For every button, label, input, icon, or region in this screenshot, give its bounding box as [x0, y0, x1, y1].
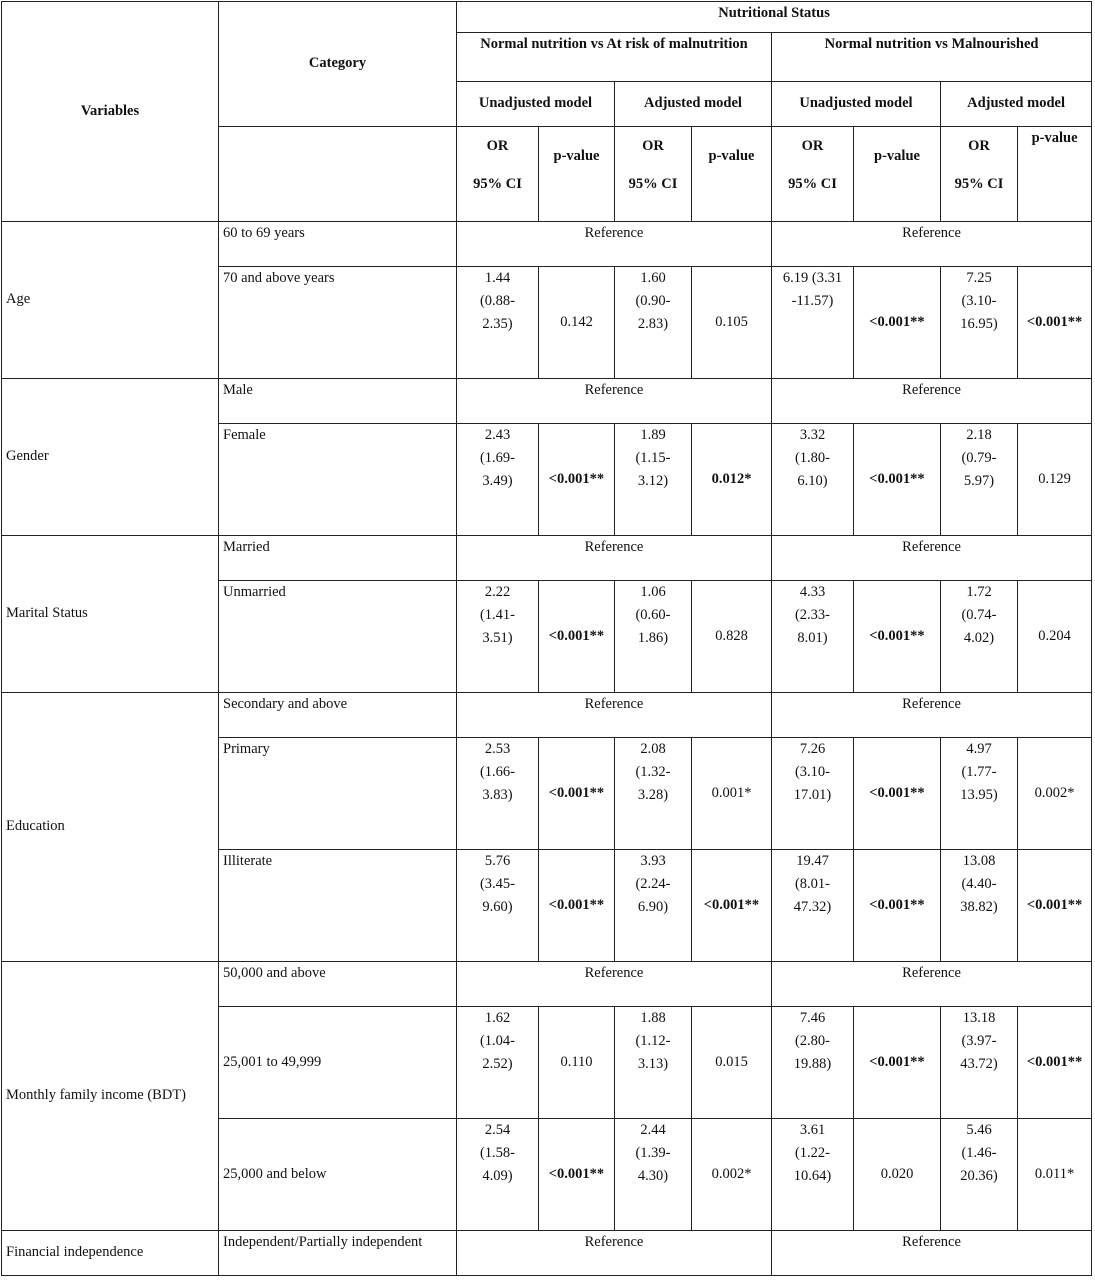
- reference-cell: Reference: [457, 379, 772, 424]
- or-ci-line: (0.79-: [961, 450, 997, 467]
- or-ci-line: (1.46-: [961, 1145, 997, 1162]
- category-cell: 25,001 to 49,999: [219, 1007, 457, 1119]
- header-ci-label: 95% CI: [954, 176, 1004, 192]
- variable-cell: Marital Status: [2, 536, 219, 693]
- or-ci-line: 20.36): [960, 1168, 998, 1185]
- or-ci-line: 2.22: [484, 584, 511, 600]
- header-ci-label: 95% CI: [628, 176, 678, 192]
- header-unadjusted-model: Unadjusted model: [457, 82, 615, 127]
- or-ci-line: (2.80-: [794, 1033, 831, 1050]
- p-value-cell: 0.001*: [692, 738, 772, 850]
- header-or-label: OR: [642, 138, 664, 154]
- or-ci-line: (0.60-: [635, 607, 671, 624]
- or-ci-cell: [457, 1119, 539, 1231]
- or-ci-line: (8.01-: [794, 876, 831, 893]
- p-value-cell: <0.001**: [854, 424, 941, 536]
- or-ci-line: 3.61: [799, 1122, 826, 1138]
- header-or-ci: [457, 127, 539, 222]
- or-ci-line: (3.45-: [479, 876, 516, 893]
- or-ci-line: 3.93: [640, 853, 666, 869]
- or-ci-line: (1.15-: [635, 450, 671, 467]
- or-ci-line: 3.83): [482, 787, 513, 804]
- or-ci-line: (3.10-: [961, 293, 997, 310]
- table-row: [2, 693, 1092, 738]
- or-ci-line: 2.83): [637, 316, 669, 333]
- or-ci-line: 7.26: [799, 741, 826, 757]
- or-ci-cell: [941, 424, 1018, 536]
- header-adjusted-model: Adjusted model: [941, 82, 1092, 127]
- p-value-cell: <0.001**: [539, 738, 615, 850]
- or-ci-line: 5.46: [966, 1122, 992, 1138]
- or-ci-cell: [772, 267, 854, 379]
- or-ci-line: 2.53: [484, 741, 511, 757]
- or-ci-line: (0.88-: [479, 293, 516, 310]
- table-row: [2, 962, 1092, 1007]
- or-ci-line: (1.41-: [479, 607, 516, 624]
- or-ci-line: (1.77-: [961, 764, 997, 781]
- or-ci-cell: [941, 581, 1018, 693]
- or-ci-line: 1.60: [640, 270, 666, 286]
- table-header: [2, 2, 1092, 222]
- or-ci-line: 7.25: [966, 270, 992, 286]
- or-ci-cell: [457, 581, 539, 693]
- p-value-cell: 0.204: [1018, 581, 1092, 693]
- or-ci-cell: [941, 850, 1018, 962]
- or-ci-line: (1.69-: [479, 450, 516, 467]
- header-unadjusted-model: Unadjusted model: [772, 82, 941, 127]
- p-value-cell: 0.011*: [1018, 1119, 1092, 1231]
- or-ci-cell: [772, 424, 854, 536]
- or-ci-line: 4.33: [799, 584, 826, 600]
- variable-cell: Education: [2, 693, 219, 962]
- category-cell: Illiterate: [219, 850, 457, 962]
- or-ci-cell: [615, 738, 692, 850]
- or-ci-cell: [615, 1007, 692, 1119]
- or-ci-cell: [941, 1007, 1018, 1119]
- reference-cell: Reference: [457, 962, 772, 1007]
- or-ci-line: 3.28): [637, 787, 669, 804]
- p-value-cell: 0.015: [692, 1007, 772, 1119]
- category-cell: Primary: [219, 738, 457, 850]
- category-cell: 50,000 and above: [219, 962, 457, 1007]
- or-ci-line: 1.06: [640, 584, 666, 600]
- header-blank-cell: [219, 127, 457, 222]
- or-ci-cell: [457, 267, 539, 379]
- or-ci-line: 17.01): [793, 787, 832, 804]
- or-ci-line: 3.13): [637, 1056, 669, 1073]
- reference-cell: Reference: [772, 222, 1092, 267]
- or-ci-line: 38.82): [960, 899, 998, 916]
- or-ci-line: 6.90): [637, 899, 669, 916]
- header-or-ci: [772, 127, 854, 222]
- table-body: [2, 222, 1092, 1276]
- table-row: [2, 379, 1092, 424]
- or-ci-line: 2.08: [640, 741, 666, 757]
- or-ci-line: 19.88): [793, 1056, 832, 1073]
- variable-cell: Age: [2, 222, 219, 379]
- header-or-label: OR: [486, 138, 509, 154]
- or-ci-cell: [615, 581, 692, 693]
- or-ci-line: 19.47: [796, 853, 829, 869]
- or-ci-cell: [615, 424, 692, 536]
- header-p-value: p-value: [1018, 127, 1092, 222]
- or-ci-line: (4.40-: [961, 876, 997, 893]
- or-ci-line: 2.35): [482, 316, 513, 333]
- or-ci-line: 1.89: [640, 427, 666, 443]
- header-or-label: OR: [968, 138, 990, 154]
- or-ci-line: (2.33-: [794, 607, 831, 624]
- header-p-value: p-value: [539, 127, 615, 222]
- or-ci-line: (0.90-: [635, 293, 671, 310]
- category-cell: Married: [219, 536, 457, 581]
- header-category: Category: [219, 2, 457, 127]
- variable-cell: Financial independence: [2, 1231, 219, 1276]
- reference-cell: Reference: [457, 222, 772, 267]
- p-value-cell: <0.001**: [1018, 1007, 1092, 1119]
- reference-cell: Reference: [772, 962, 1092, 1007]
- or-ci-line: 2.44: [640, 1122, 666, 1138]
- or-ci-line: 6.10): [797, 473, 828, 490]
- reference-cell: Reference: [772, 693, 1092, 738]
- p-value-cell: <0.001**: [854, 850, 941, 962]
- or-ci-line: (3.10-: [794, 764, 831, 781]
- or-ci-line: (1.58-: [479, 1145, 516, 1162]
- p-value-cell: 0.110: [539, 1007, 615, 1119]
- p-value-cell: 0.020: [854, 1119, 941, 1231]
- or-ci-line: (1.80-: [794, 450, 831, 467]
- or-ci-cell: [615, 267, 692, 379]
- or-ci-line: 3.49): [482, 473, 513, 490]
- or-ci-line: (1.04-: [479, 1033, 516, 1050]
- category-cell: 70 and above years: [219, 267, 457, 379]
- variable-cell: Monthly family income (BDT): [2, 962, 219, 1231]
- or-ci-line: (1.32-: [635, 764, 671, 781]
- or-ci-cell: [457, 1007, 539, 1119]
- or-ci-cell: [772, 1119, 854, 1231]
- or-ci-line: (1.22-: [794, 1145, 831, 1162]
- header-adjusted-model: Adjusted model: [615, 82, 772, 127]
- p-value-cell: 0.105: [692, 267, 772, 379]
- or-ci-line: (1.12-: [635, 1033, 671, 1050]
- p-value-cell: <0.001**: [539, 1119, 615, 1231]
- or-ci-line: 1.86): [637, 630, 669, 647]
- p-value-cell: <0.001**: [854, 267, 941, 379]
- or-ci-line: 1.88: [640, 1010, 666, 1026]
- or-ci-line: 1.62: [484, 1010, 511, 1026]
- or-ci-line: 2.43: [484, 427, 511, 443]
- or-ci-cell: [772, 738, 854, 850]
- or-ci-line: 9.60): [482, 899, 513, 916]
- reference-cell: Reference: [772, 536, 1092, 581]
- or-ci-cell: [615, 1119, 692, 1231]
- or-ci-line: 47.32): [793, 899, 832, 916]
- reference-cell: Reference: [772, 379, 1092, 424]
- category-cell: Female: [219, 424, 457, 536]
- header-p-value: p-value: [854, 127, 941, 222]
- or-ci-line: 3.32: [799, 427, 826, 443]
- or-ci-line: 1.44: [484, 270, 511, 286]
- header-nutritional-status: Nutritional Status: [457, 2, 1092, 33]
- table-row: [2, 1231, 1092, 1276]
- p-value-cell: <0.001**: [1018, 267, 1092, 379]
- or-ci-cell: [941, 738, 1018, 850]
- or-ci-line: 3.51): [482, 630, 513, 647]
- p-value-cell: <0.001**: [539, 424, 615, 536]
- or-ci-line: 3.12): [637, 473, 669, 490]
- category-cell: Secondary and above: [219, 693, 457, 738]
- reference-cell: Reference: [772, 1231, 1092, 1276]
- or-ci-line: (1.39-: [635, 1145, 671, 1162]
- p-value-cell: <0.001**: [854, 738, 941, 850]
- header-ci-label: 95% CI: [788, 176, 837, 192]
- reference-cell: Reference: [457, 1231, 772, 1276]
- or-ci-line: 6.19 (3.31: [782, 270, 843, 286]
- p-value-cell: <0.001**: [692, 850, 772, 962]
- or-ci-line: 13.18: [962, 1010, 996, 1026]
- or-ci-line: 7.46: [799, 1010, 826, 1026]
- or-ci-line: 2.54: [484, 1122, 511, 1138]
- header-ci-label: 95% CI: [473, 176, 522, 192]
- table-row: [2, 536, 1092, 581]
- category-cell: Independent/Partially independent: [219, 1231, 457, 1276]
- or-ci-line: 2.18: [966, 427, 992, 443]
- or-ci-line: 43.72): [960, 1056, 998, 1073]
- category-cell: Unmarried: [219, 581, 457, 693]
- or-ci-line: 13.08: [962, 853, 996, 869]
- category-cell: Male: [219, 379, 457, 424]
- or-ci-line: 2.52): [482, 1056, 513, 1073]
- or-ci-line: 5.76: [484, 853, 511, 869]
- header-variables: Variables: [2, 2, 219, 222]
- p-value-cell: <0.001**: [1018, 850, 1092, 962]
- or-ci-cell: [772, 850, 854, 962]
- variable-cell: Gender: [2, 379, 219, 536]
- or-ci-line: (2.24-: [635, 876, 671, 893]
- header-group-at-risk: Normal nutrition vs At risk of malnutrition: [457, 33, 772, 82]
- or-ci-line: (3.97-: [961, 1033, 997, 1050]
- p-value-cell: 0.002*: [692, 1119, 772, 1231]
- table-row: [2, 222, 1092, 267]
- or-ci-line: -11.57): [791, 293, 834, 310]
- or-ci-cell: [615, 850, 692, 962]
- or-ci-line: 10.64): [793, 1168, 832, 1185]
- header-p-value: p-value: [692, 127, 772, 222]
- p-value-cell: <0.001**: [539, 581, 615, 693]
- or-ci-line: 1.72: [966, 584, 992, 600]
- header-or-ci: [615, 127, 692, 222]
- p-value-cell: 0.012*: [692, 424, 772, 536]
- or-ci-line: 4.97: [966, 741, 992, 757]
- or-ci-cell: [772, 581, 854, 693]
- reference-cell: Reference: [457, 536, 772, 581]
- or-ci-cell: [457, 424, 539, 536]
- p-value-cell: 0.002*: [1018, 738, 1092, 850]
- p-value-cell: <0.001**: [539, 850, 615, 962]
- or-ci-cell: [457, 850, 539, 962]
- or-ci-line: 8.01): [797, 630, 828, 647]
- or-ci-cell: [941, 1119, 1018, 1231]
- or-ci-cell: [457, 738, 539, 850]
- p-value-cell: <0.001**: [854, 1007, 941, 1119]
- reference-cell: Reference: [457, 693, 772, 738]
- or-ci-cell: [772, 1007, 854, 1119]
- or-ci-line: 4.02): [963, 630, 995, 647]
- logistic-regression-table: [1, 1, 1092, 1276]
- or-ci-cell: [941, 267, 1018, 379]
- header-or-label: OR: [801, 138, 824, 154]
- or-ci-line: 5.97): [963, 473, 995, 490]
- category-cell: 25,000 and below: [219, 1119, 457, 1231]
- or-ci-line: (1.66-: [479, 764, 516, 781]
- p-value-cell: 0.828: [692, 581, 772, 693]
- category-cell: 60 to 69 years: [219, 222, 457, 267]
- header-group-malnourished: Normal nutrition vs Malnourished: [772, 33, 1092, 82]
- p-value-cell: <0.001**: [854, 581, 941, 693]
- or-ci-line: 4.09): [482, 1168, 513, 1185]
- or-ci-line: (0.74-: [961, 607, 997, 624]
- p-value-cell: 0.142: [539, 267, 615, 379]
- or-ci-line: 16.95): [960, 316, 998, 333]
- header-or-ci: [941, 127, 1018, 222]
- or-ci-line: 4.30): [637, 1168, 669, 1185]
- p-value-cell: 0.129: [1018, 424, 1092, 536]
- or-ci-line: 13.95): [960, 787, 998, 804]
